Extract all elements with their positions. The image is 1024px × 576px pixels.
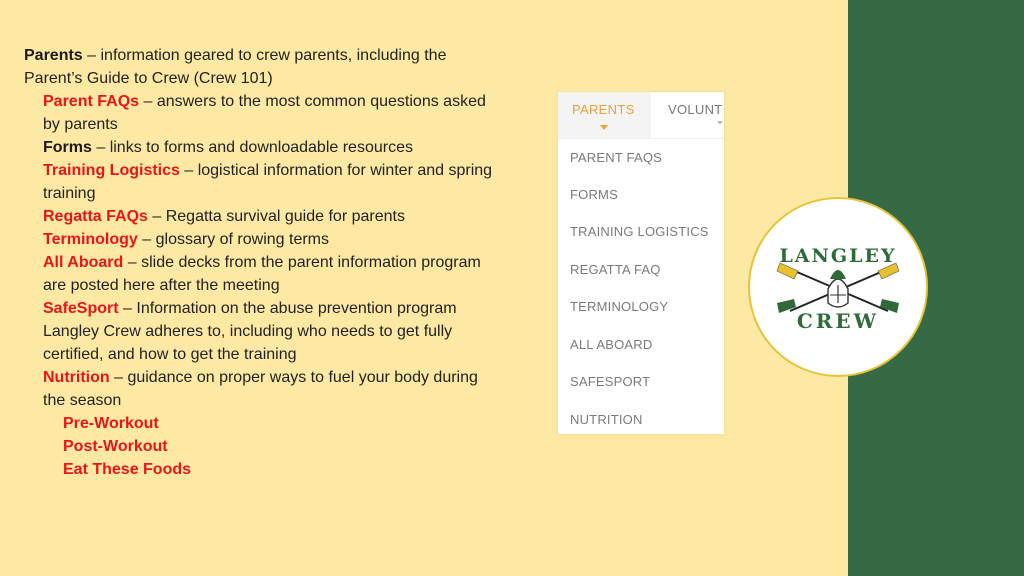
link-training-logistics[interactable]: Training Logistics [43,162,180,179]
parents-desc: – information geared to crew parents, including the [82,47,447,64]
menu-item-terminology[interactable]: TERMINOLOGY [570,299,669,314]
item-nutrition-cont: the season [43,392,122,409]
link-safesport[interactable]: SafeSport [43,300,119,317]
caret-down-icon [717,121,723,125]
menu-item-nutrition[interactable]: NUTRITION [570,412,643,427]
link-eat-these-foods[interactable]: Eat These Foods [63,461,192,478]
menu-item-forms[interactable]: FORMS [570,187,618,202]
viking-helmet-icon [828,270,848,307]
item-forms: Forms – links to forms and downloadable resources [43,139,413,156]
link-terminology[interactable]: Terminology [43,231,138,248]
langley-crew-logo [748,197,928,377]
link-post-workout[interactable]: Post-Workout [63,438,168,455]
menu-item-safesport[interactable]: SAFESPORT [570,374,651,389]
item-training-logistics-cont: training [43,185,96,202]
tab-volunteer[interactable] [651,92,724,138]
nav-menu-screenshot [558,92,724,434]
item-parent-faqs-cont: by parents [43,116,118,133]
parents-desc-cont: Parent’s Guide to Crew (Crew 101) [24,70,273,87]
item-parent-faqs: Parent FAQs – answers to the most common questions asked [43,93,486,110]
link-pre-workout[interactable]: Pre-Workout [63,415,159,432]
item-nutrition: Nutrition – guidance on proper ways to fuel your body during [43,369,478,386]
link-regatta-faqs[interactable]: Regatta FAQs [43,208,148,225]
menu-item-all-aboard[interactable]: ALL ABOARD [570,337,653,352]
menu-item-parent-faqs[interactable]: PARENT FAQS [570,150,663,165]
logo-text-bottom: CREW [796,309,880,333]
item-all-aboard: All Aboard – slide decks from the parent information program [43,254,481,271]
logo-text-top: LANGLEY [779,245,897,267]
parents-title: Parents [24,47,83,64]
tab-volunteer-label: VOLUNT [668,102,723,117]
item-terminology: Terminology – glossary of rowing terms [43,231,330,248]
link-nutrition[interactable]: Nutrition [43,369,110,386]
caret-down-icon [600,125,608,130]
menu-item-regatta-faq[interactable]: REGATTA FAQ [570,262,661,277]
item-safesport-cont-1: Langley Crew adheres to, including who needs to get fully [43,323,453,340]
logo-graphic [750,199,926,375]
item-training-logistics: Training Logistics – logistical information for winter and spring [43,162,493,179]
parents-line [24,44,544,67]
item-all-aboard-cont: are posted here after the meeting [43,277,280,294]
menu-tabs [558,92,724,139]
link-parent-faqs[interactable]: Parent FAQs [43,93,140,110]
content-text [24,44,544,481]
tab-parents[interactable] [558,92,651,138]
label-forms: Forms [43,139,92,156]
item-safesport-cont-2: certified, and how to get the training [43,346,297,363]
menu-item-training-logistics[interactable]: TRAINING LOGISTICS [570,224,709,239]
tab-parents-label: PARENTS [572,102,635,117]
link-all-aboard[interactable]: All Aboard [43,254,124,271]
item-safesport: SafeSport – Information on the abuse prevention program [43,300,457,317]
item-regatta-faqs: Regatta FAQs – Regatta survival guide for parents [43,208,405,225]
